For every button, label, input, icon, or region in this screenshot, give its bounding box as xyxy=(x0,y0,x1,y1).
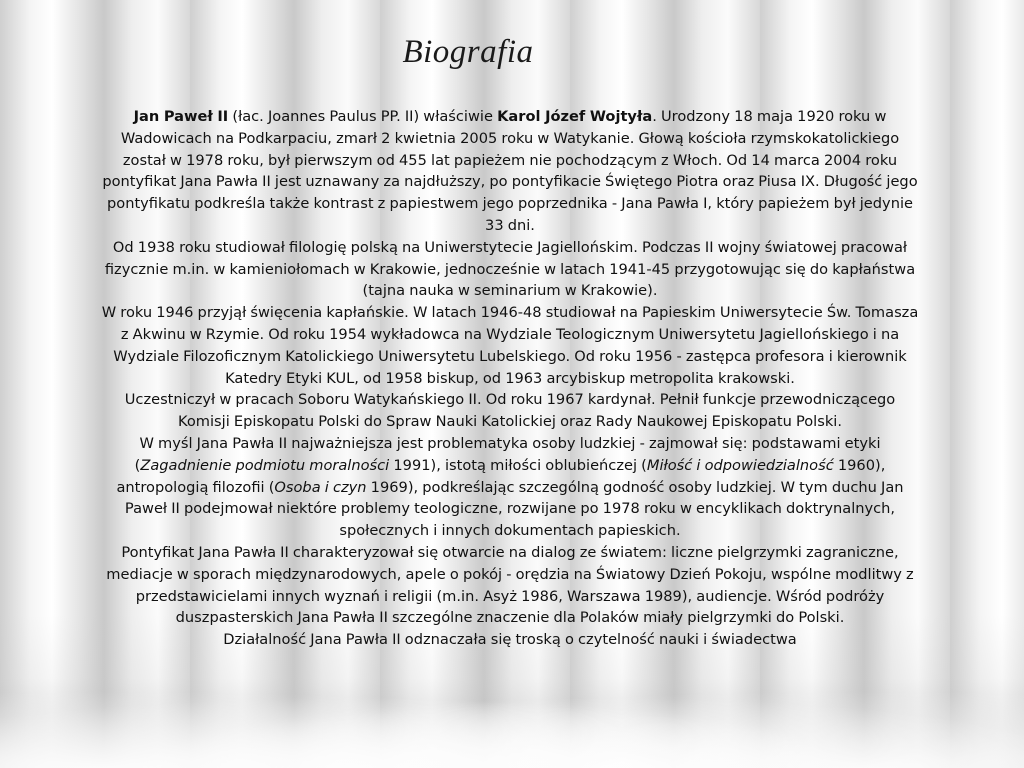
paragraph-activity: Działalność Jana Pawła II odznaczała się troską o czytelność nauki i świadectwa xyxy=(223,631,797,649)
philosophy-text-1: W myśl Jana Pawła II najważniejsza jest problematyka osoby ludzkiej - zajmował się: podstawami etyki ( xyxy=(134,434,881,474)
paragraph-intro xyxy=(100,106,920,237)
work-title-1: Zagadnienie podmiotu moralności xyxy=(140,456,390,474)
drapery-decoration xyxy=(0,678,1024,768)
biography-text xyxy=(100,106,920,651)
paragraph-philosophy xyxy=(100,433,920,542)
work-title-2: Miłość i odpowiedzialność xyxy=(646,456,834,474)
paragraph-priesthood: W roku 1946 przyjął święcenia kapłańskie. W latach 1946-48 studiował na Papieskim Uniwersytecie Św. Tomasza z Akwinu w Rzymie. Od roku 1954 wykładowca na Wydziale Teologicznym Uniwersytetu Jagiellońskiego i na Wydziale Filozoficznym Katolickiego Uniwersytetu Lubelskiego. Od roku 1956 - zastępca profesora i kierownik Katedry Etyki KUL, od 1958 biskup, od 1963 arcybiskup metropolita krakowski. xyxy=(101,304,919,387)
birth-name-bold: Karol Józef Wojtyła xyxy=(497,108,653,125)
work-title-3: Osoba i czyn xyxy=(274,478,367,496)
philosophy-text-2: 1991), istotą miłości oblubieńczej ( xyxy=(389,456,647,474)
paragraph-pontificate: Pontyfikat Jana Pawła II charakteryzował się otwarcie na dialog ze światem: liczne pielgrzymki zagraniczne, mediacje w sporach międzynarodowych, apele o pokój - orędzia na Światowy Dzień Pokoju, wspólne modlitwy z przedstawicielami innych wyznań i religii (m.in. Asyż 1986, Warszawa 1989), audiencje. Wśród podróży duszpasterskich Jana Pawła II szczególne znaczenie dla Polaków miały pielgrzymki do Polski. xyxy=(106,543,914,627)
paragraph-council: Uczestniczył w pracach Soboru Watykańskiego II. Od roku 1967 kardynał. Pełnił funkcje przewodniczącego Komisji Episkopatu Polski do Spraw Nauki Katolickiej oraz Rady Naukowej Episkopatu Polski. xyxy=(124,391,896,431)
paragraph-studies: Od 1938 roku studiował filologię polską na Uniwerstytecie Jagiellońskim. Podczas II wojny światowej pracował fizycznie m.in. w kamieniołomach w Krakowie, jednocześnie w latach 1941-45 przygotowując się do kapłaństwa (tajna nauka w seminarium w Krakowie). xyxy=(104,238,916,300)
philosophy-text-4: 1969), podkreślając szczególną godność osoby ludzkiej. W tym duchu Jan Paweł II podejmował niektóre problemy teologiczne, rozwijane po 1978 roku w encyklikach doktrynalnych, społecznych i innych dokumentach papieskich. xyxy=(124,478,904,540)
slide-title: Biografia xyxy=(402,34,534,70)
name-bold: Jan Paweł II xyxy=(133,108,229,125)
philosophy-text-3: 1960), antropologią filozofii ( xyxy=(116,456,886,496)
intro-text-2: . Urodzony 18 maja 1920 roku w Wadowicach na Podkarpaciu, zmarł 2 kwietnia 2005 roku w Watykanie. Głową kościoła rzymskokatolickiego został w 1978 roku, był pierwszym od 455 lat papieżem nie pochodzącym z Włoch. Od 14 marca 2004 roku pontyfikat Jana Pawła II jest uznawany za najdłuższy, po pontyfikacie Świętego Piotra oraz Piusa IX. Długość jego pontyfikatu podkreśla także kontrast z papiestwem jego poprzednika - Jana Pawła I, który papieżem był jedynie 33 dni. xyxy=(102,108,918,234)
intro-text-1: (łac. Joannes Paulus PP. II) właściwie xyxy=(228,108,498,125)
